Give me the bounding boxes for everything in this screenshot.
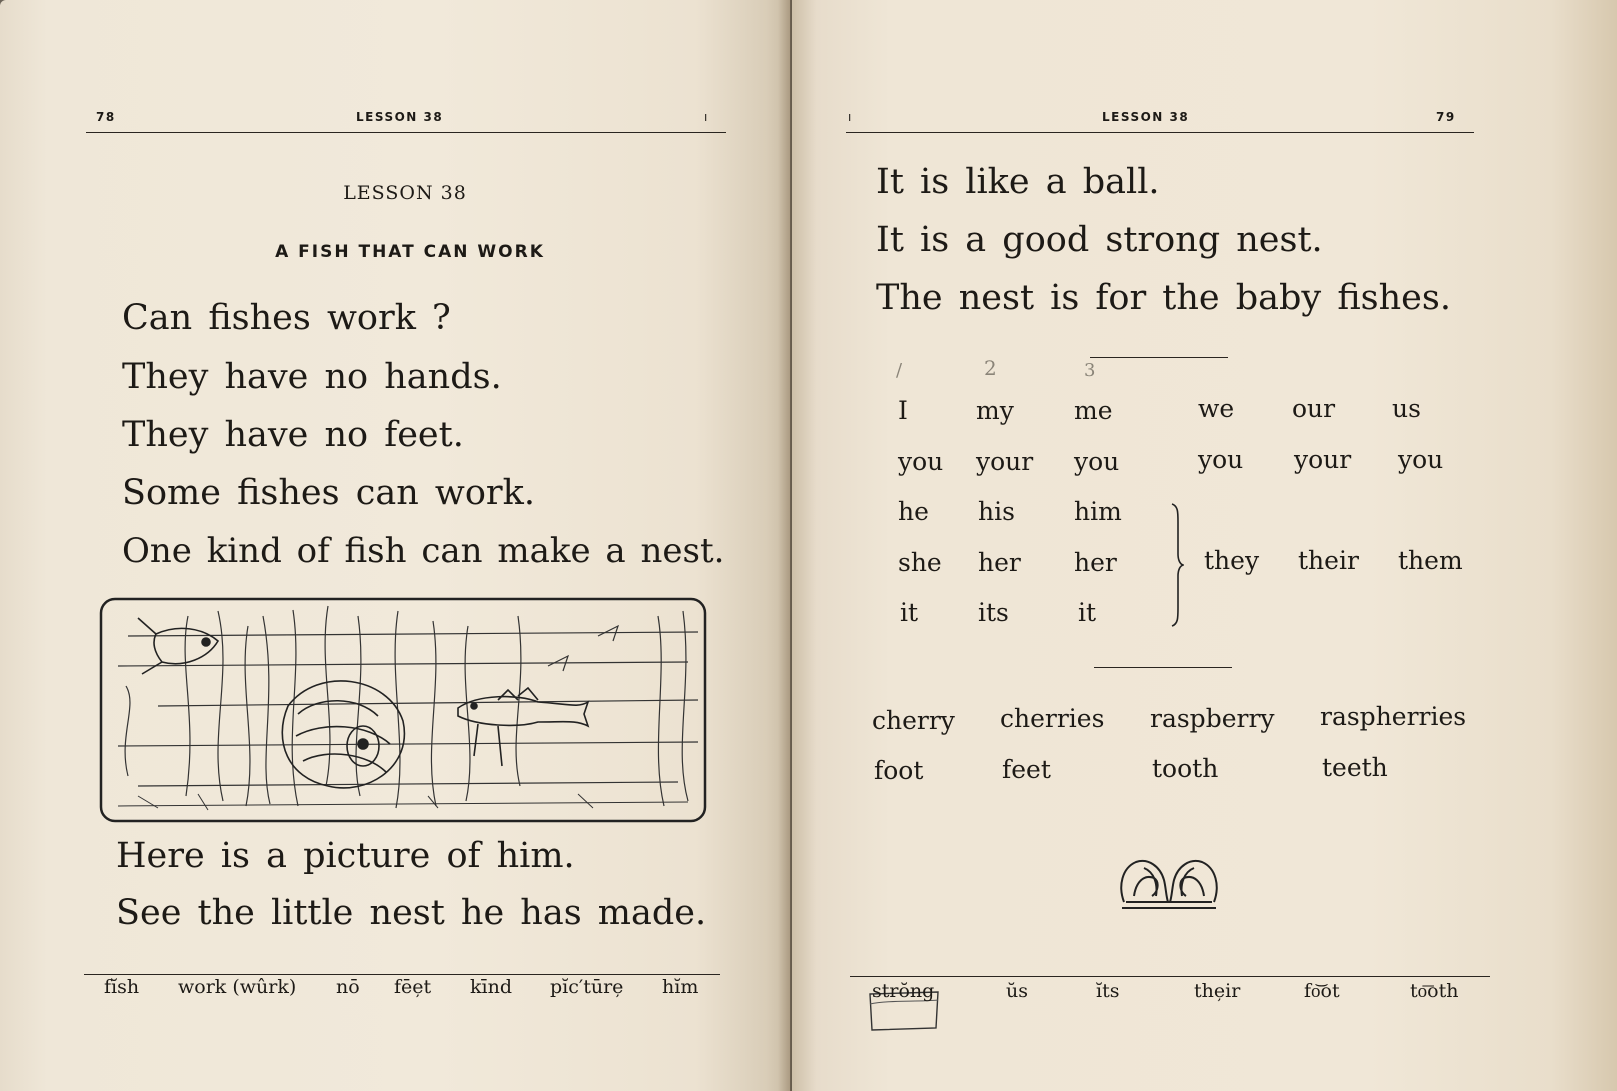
word-form: raspherries: [1320, 702, 1467, 731]
pronoun: it: [900, 598, 919, 627]
vocabulary-word: strŏng: [872, 980, 935, 1002]
pronoun: you: [1198, 445, 1244, 474]
word-form: tooth: [1152, 754, 1219, 783]
pronoun: my: [976, 396, 1014, 425]
story-line: It is like a ball.: [876, 162, 1160, 202]
vocabulary-word: fēe̦t: [394, 976, 432, 998]
pronoun: his: [978, 497, 1015, 526]
vocabulary-word: kīnd: [470, 976, 512, 998]
pronoun: you: [898, 447, 944, 476]
right-page-number: 79: [1436, 110, 1456, 124]
pronoun: them: [1398, 546, 1463, 575]
right-running-head: [846, 104, 1474, 133]
pronoun: him: [1074, 497, 1122, 526]
right-running-title: LESSON 38: [1102, 110, 1190, 124]
column-mark: 3: [1084, 360, 1096, 381]
vocabulary-word: ĭts: [1096, 980, 1120, 1002]
story-line: Here is a picture of him.: [116, 836, 575, 876]
vocabulary-word: to͞oth: [1410, 980, 1459, 1002]
right-running-mark: ı: [848, 110, 853, 124]
story-line: The nest is for the baby fishes.: [876, 278, 1451, 318]
pronoun: her: [978, 548, 1021, 577]
story-title: A FISH THAT CAN WORK: [275, 242, 545, 262]
vocabulary-word: work (wûrk): [178, 976, 297, 998]
vocabulary-word: fo͝ot: [1304, 980, 1340, 1002]
pronoun: me: [1074, 396, 1113, 425]
pronoun: our: [1292, 394, 1336, 423]
pronoun: your: [1294, 445, 1352, 474]
word-form: raspberry: [1150, 704, 1275, 733]
pronoun-brace: [1170, 502, 1184, 628]
pronoun: its: [978, 598, 1009, 627]
pronoun: you: [1398, 445, 1444, 474]
story-line: They have no hands.: [122, 357, 502, 397]
pronoun: it: [1078, 598, 1097, 627]
vocabulary-rule: [850, 976, 1490, 977]
story-line: It is a good strong nest.: [876, 220, 1323, 260]
story-line: One kind of fish can make a nest.: [122, 531, 725, 571]
column-mark: /: [896, 360, 903, 381]
vocabulary-word: nō: [336, 976, 360, 998]
section-rule: [1090, 357, 1228, 358]
pronoun: their: [1298, 546, 1359, 575]
pronoun: she: [898, 548, 942, 577]
pronoun: your: [976, 447, 1034, 476]
left-running-head: [86, 104, 726, 133]
word-form: foot: [874, 756, 924, 785]
column-mark: 2: [984, 356, 997, 380]
decorative-ornament: [1114, 856, 1224, 912]
word-form: teeth: [1322, 753, 1388, 782]
left-running-title: LESSON 38: [356, 110, 444, 124]
lesson-heading: LESSON 38: [343, 182, 467, 204]
pronoun: they: [1204, 546, 1260, 575]
vocabulary-word: ŭs: [1006, 980, 1028, 1002]
pronoun: her: [1074, 548, 1117, 577]
word-form: cherries: [1000, 704, 1105, 733]
vocabulary-word: fĭsh: [104, 976, 140, 998]
left-page: [0, 0, 790, 1091]
pronoun: we: [1198, 394, 1235, 423]
section-rule: [1094, 667, 1232, 668]
vocabulary-word: the̦ir: [1194, 980, 1241, 1002]
pronoun: us: [1392, 394, 1421, 423]
left-page-number: 78: [96, 110, 116, 124]
story-line: Some fishes can work.: [122, 473, 535, 513]
left-running-mark: ı: [704, 110, 709, 124]
vocabulary-word: hĭm: [662, 976, 699, 998]
story-line: They have no feet.: [122, 415, 464, 455]
word-form: cherry: [872, 706, 955, 735]
story-line: See the little nest he has made.: [116, 893, 707, 933]
fish-nest-illustration: [98, 596, 708, 824]
pronoun: I: [898, 396, 908, 425]
vocabulary-word: pĭc′tūre̦: [550, 976, 624, 998]
word-form: feet: [1002, 755, 1051, 784]
right-page: [792, 0, 1617, 1091]
pronoun: he: [898, 497, 929, 526]
story-line: Can fishes work ?: [122, 298, 451, 338]
pronoun: you: [1074, 447, 1120, 476]
vocabulary-rule: [84, 974, 720, 975]
